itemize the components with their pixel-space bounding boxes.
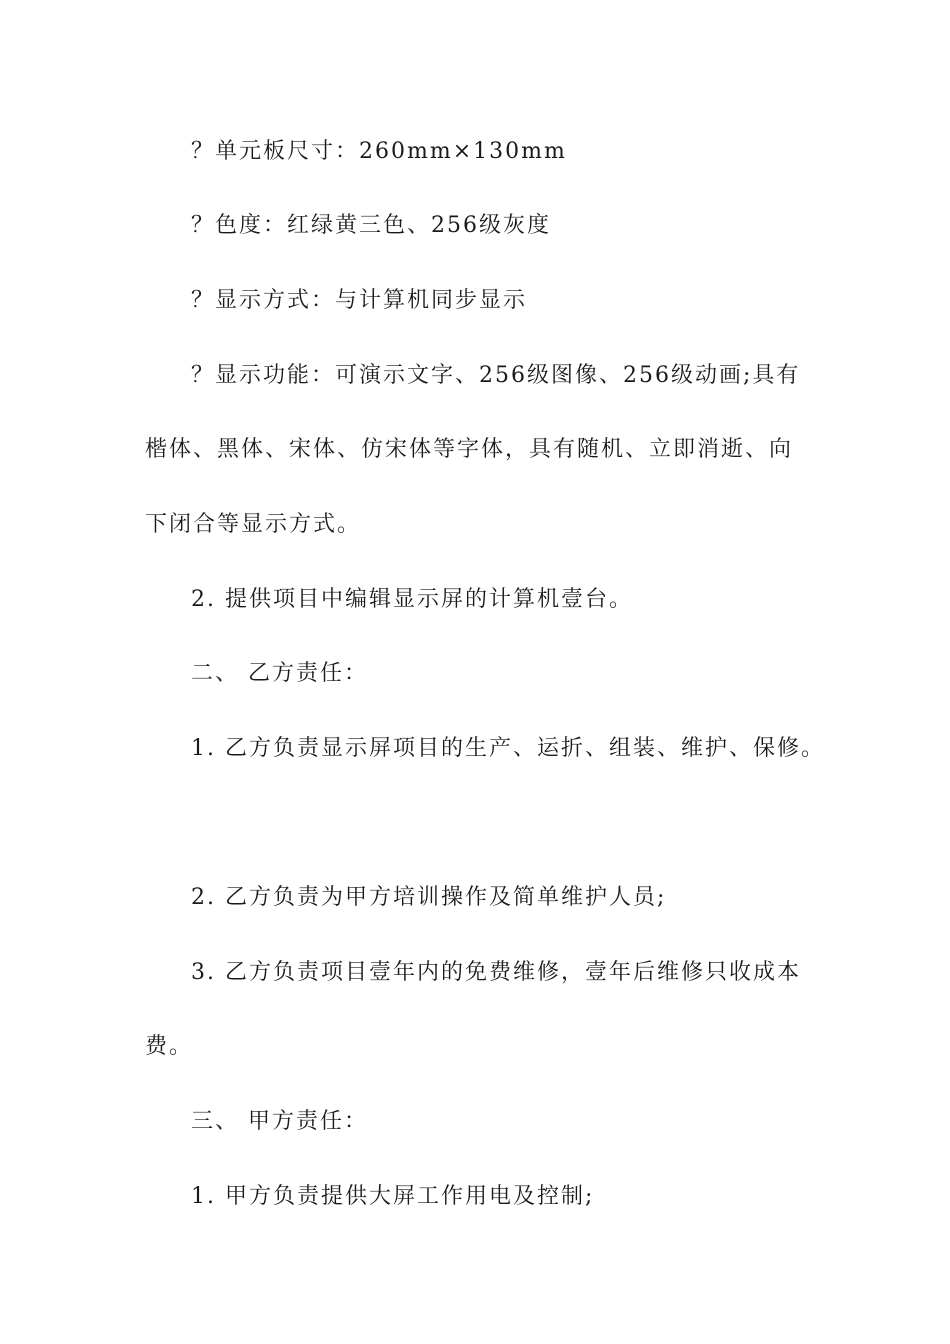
spec-display-function: ？显示功能：可演示文字、256级图像、256级动画;具有 [191,363,801,388]
spec-panel-size: ？单元板尺寸：260mm×130mm [191,139,567,164]
party-a-item-1: 1. 甲方负责提供大屏工作用电及控制; [191,1184,595,1209]
party-b-item-1: 1. 乙方负责显示屏项目的生产、运折、组装、维护、保修。 [191,736,825,761]
party-b-item-3: 3. 乙方负责项目壹年内的免费维修，壹年后维修只收成本 [191,960,801,985]
spec-display-mode: ？显示方式：与计算机同步显示 [191,288,528,313]
section-heading-party-b: 二、 乙方责任： [191,661,368,686]
spec-color-depth: ？色度：红绿黄三色、256级灰度 [191,213,551,238]
party-b-item-2: 2. 乙方负责为甲方培训操作及简单维护人员; [191,885,667,910]
party-b-item-3-cont: 费。 [145,1034,194,1059]
spec-display-function-cont-2: 下闭合等显示方式。 [145,512,362,537]
spec-display-function-cont-1: 楷体、黑体、宋体、仿宋体等字体，具有随机、立即消逝、向 [145,437,794,462]
section-heading-party-a: 三、 甲方责任： [191,1109,368,1134]
list-item-computer: 2. 提供项目中编辑显示屏的计算机壹台。 [191,587,633,612]
